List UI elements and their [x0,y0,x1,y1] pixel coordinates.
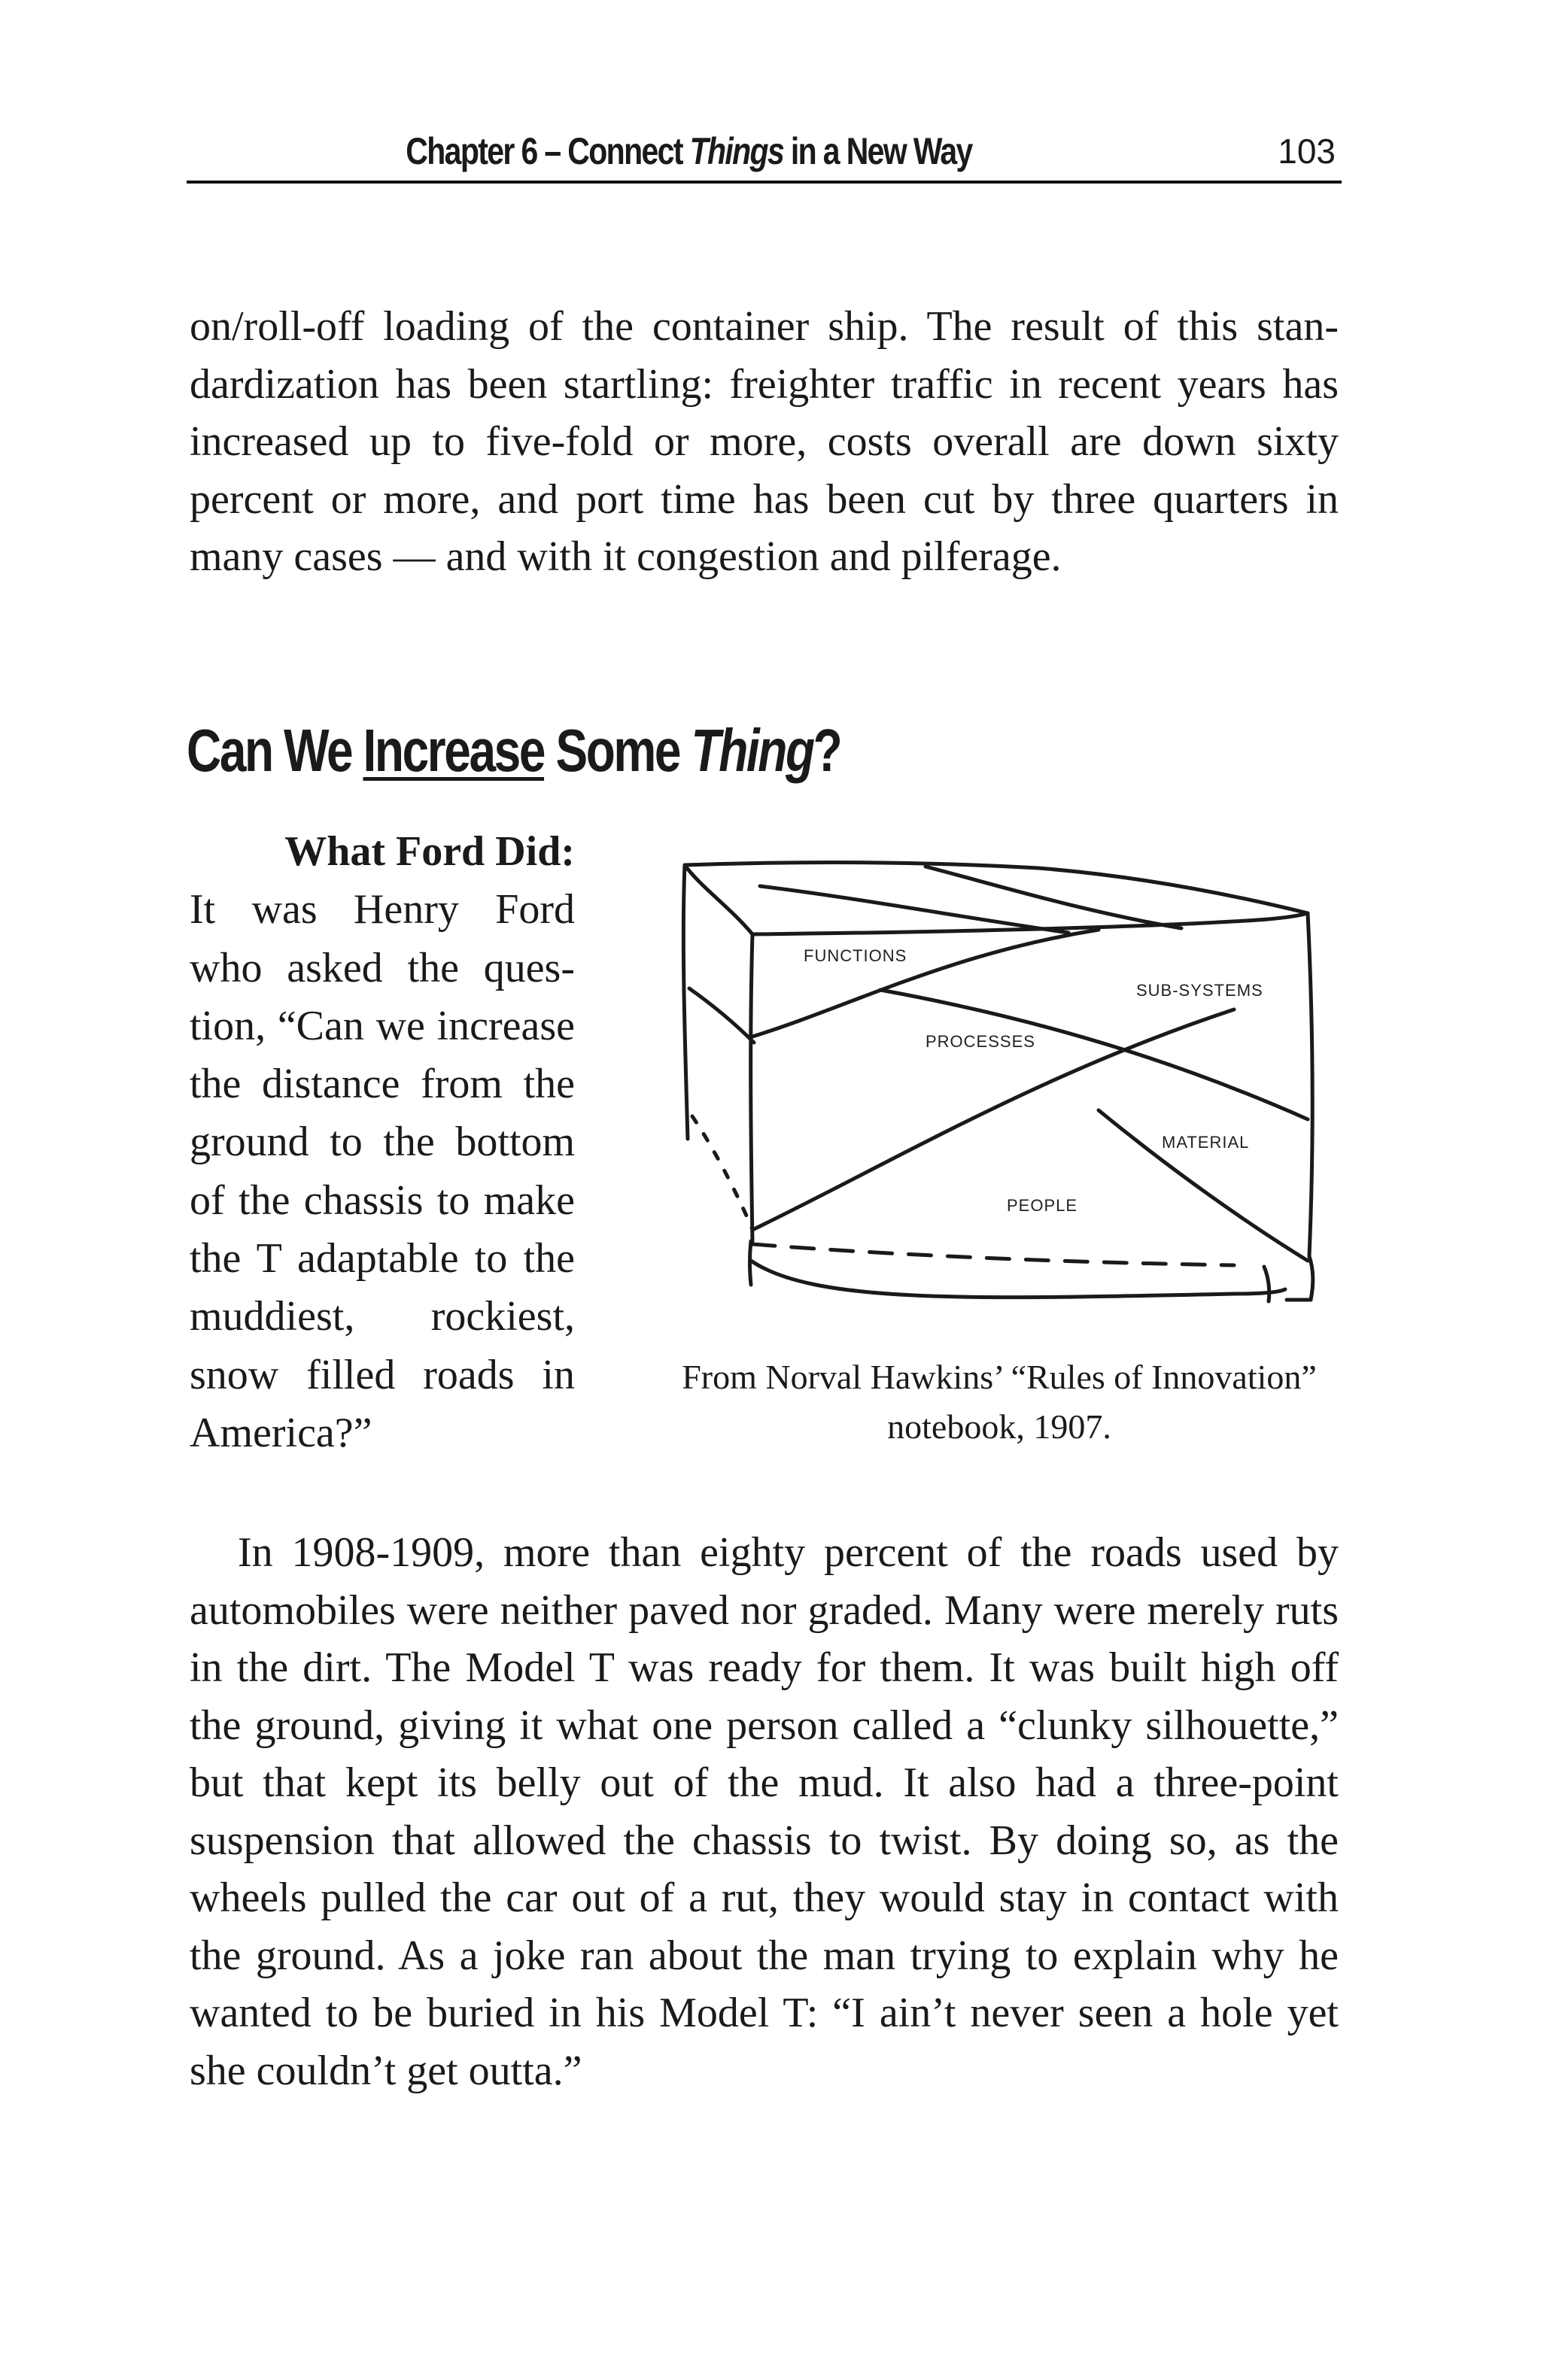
heading-underlined-word: Increase [363,717,545,784]
chapter-title [277,129,1101,173]
heading-prefix: Can We [187,717,363,784]
box-sketch-figure [662,848,1339,1337]
box-top-front-edge [752,913,1308,934]
heading-italic-word: Thing [691,717,813,784]
box-front-right-edge [1308,913,1312,1256]
box-base-stub [1264,1267,1269,1301]
heading-suffix: ? [813,717,841,784]
chapter-title-italic: Things [689,130,784,172]
sidebar-column [190,823,575,1462]
box-bottom-right-edge [1287,1256,1313,1300]
chapter-title-suffix: in a New Way [783,130,972,172]
label-material: MATERIAL [1162,1133,1250,1152]
box-top-left-edge [685,865,752,934]
caption-line-2: notebook, 1907. [887,1407,1111,1446]
box-left-divider [689,988,754,1043]
box-front-left-edge [751,934,752,1241]
label-functions: FUNCTIONS [804,946,907,965]
page-number: 103 [1278,132,1336,171]
running-header [187,120,1342,184]
section-heading [187,713,840,788]
main-paragraph: In 1908-1909, more than eighty percent of the roads used by automobiles were neither paved nor graded. Many were merely ruts in the dirt. The Model T was ready for them. It was built high off the ground, giving it what one person called a “clunky silhouette,” but that kept its belly out of the mud. It also had a three-point suspension that allowed the chassis to twist. By doing so, as the wheels pulled the car out of a rut, they would stay in contact with the ground. As a joke ran about the man trying to explain why he wanted to be buried in his Model T: “I ain’t never seen a hole yet she couldn’t get outta.” [190,1529,1339,2094]
box-top-divider-2 [926,867,1181,928]
heading-middle: Some [544,717,691,784]
intro-paragraph: on/roll-off loading of the container ship. The result of this stan-dardization has been startling: freighter traffic in recent years has increased up to five-fold or more, costs overall are down sixty percent or more, and port time has been cut by three quarters in many cases — and with it congestion and pilferage. [190,303,1339,580]
figure-caption [638,1352,1360,1452]
box-front-diagonal-2 [880,990,1308,1119]
label-processes: PROCESSES [926,1032,1035,1051]
box-front-dashed-bottom [752,1244,1234,1265]
label-subsystems: SUB-SYSTEMS [1136,981,1263,1000]
sidebar-lead: What Ford Did: [284,828,575,875]
sidebar-last-line: America?” [190,1409,372,1456]
chapter-title-prefix: Chapter 6 – Connect [406,130,690,172]
box-sketch-drawing [662,848,1339,1337]
box-left-dashed-edge [692,1116,752,1229]
sidebar-text: It was Henry Ford who asked the ques-tion, “Can we increase the distance from the ground to the bottom of the chassis to make the T adaptable to the muddiest, rockiest, snow filled roads in [190,886,575,1398]
caption-line-1: From Norval Hawkins’ “Rules of Innovation” [682,1358,1317,1396]
box-bottom-left-edge [750,1241,752,1285]
box-left-back-edge [683,865,688,1139]
label-people: PEOPLE [1007,1196,1078,1215]
